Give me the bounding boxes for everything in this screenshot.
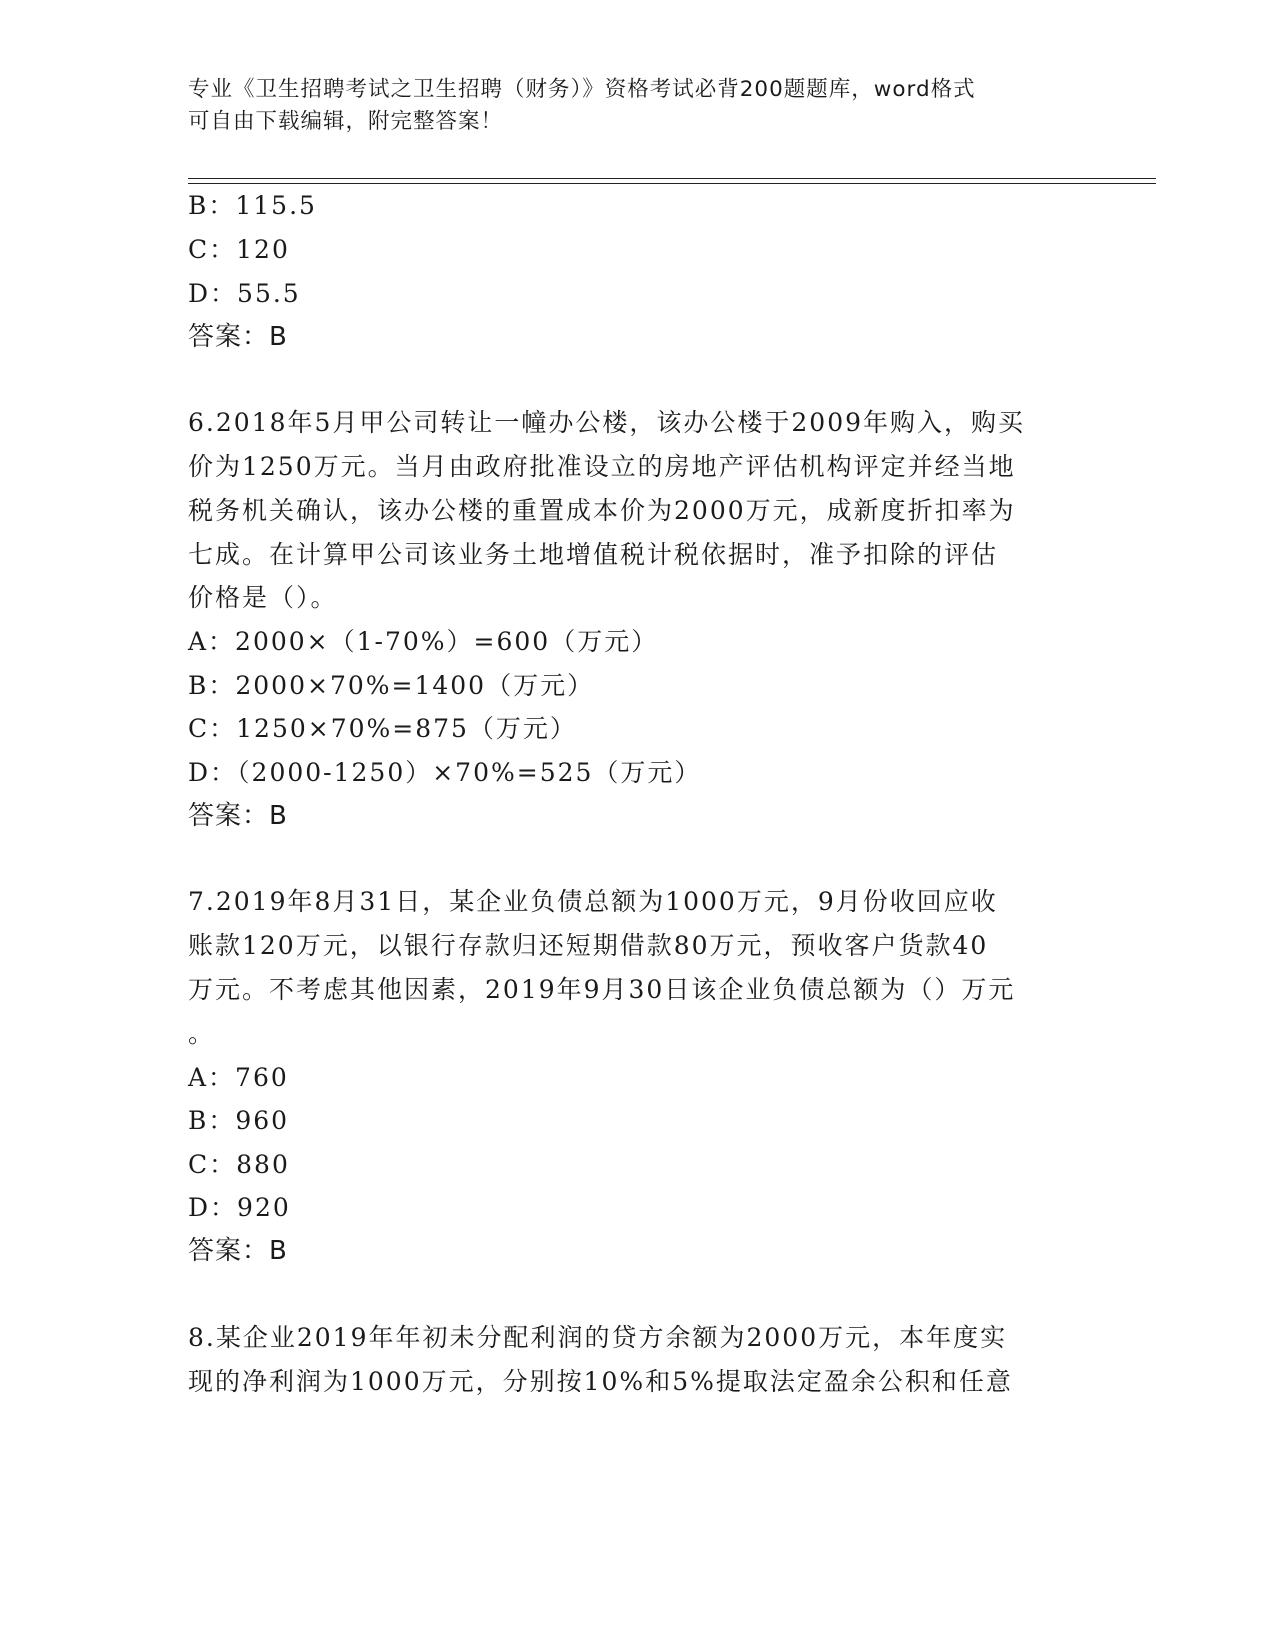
q6-stem-line-4: 七成。在计算甲公司该业务土地增值税计税依据时，准予扣除的评估	[188, 540, 999, 569]
q7-option-d: D：920	[188, 1193, 291, 1222]
q6-stem-line-1: 6.2018年5月甲公司转让一幢办公楼，该办公楼于2009年购入，购买	[188, 408, 1026, 437]
q7-option-b: B：960	[188, 1106, 290, 1135]
header-divider-top	[188, 178, 1156, 179]
q6-stem-line-3: 税务机关确认，该办公楼的重置成本价为2000万元，成新度折扣率为	[188, 496, 1016, 525]
q6-stem-line-2: 价为1250万元。当月由政府批准设立的房地产评估机构评定并经当地	[188, 452, 1016, 481]
header-line-2: 可自由下载编辑，附完整答案！	[188, 109, 504, 134]
q7-stem-line-1: 7.2019年8月31日，某企业负债总额为1000万元，9月份收回应收	[188, 887, 998, 916]
q6-stem-line-5: 价格是（）。	[188, 583, 338, 612]
q5-option-c: C：120	[188, 235, 290, 264]
q7-option-c: C：880	[188, 1150, 290, 1179]
q7-stem-line-4: 。	[188, 1019, 216, 1048]
q7-stem-line-2: 账款120万元，以银行存款归还短期借款80万元，预收客户货款40	[188, 931, 989, 960]
document-header	[188, 74, 1088, 138]
q8-stem-line-2: 现的净利润为1000万元，分别按10%和5%提取法定盈余公积和任意	[188, 1367, 1013, 1396]
q7-answer: 答案：B	[188, 1236, 288, 1266]
q6-option-a: A：2000×（1-70%）=600（万元）	[188, 627, 659, 656]
q6-option-b: B：2000×70%=1400（万元）	[188, 671, 595, 700]
q6-option-d: D：（2000-1250）×70%=525（万元）	[188, 758, 702, 787]
header-line-1: 专业《卫生招聘考试之卫生招聘（财务）》资格考试必背200题题库，word格式	[188, 77, 976, 102]
q5-answer: 答案：B	[188, 322, 288, 352]
q7-stem-line-3: 万元。不考虑其他因素，2019年9月30日该企业负债总额为（）万元	[188, 975, 1016, 1004]
q6-answer: 答案：B	[188, 801, 288, 831]
q7-option-a: A：760	[188, 1063, 289, 1092]
q5-option-d: D：55.5	[188, 279, 301, 308]
q8-stem-line-1: 8.某企业2019年年初未分配利润的贷方余额为2000万元，本年度实	[188, 1323, 1008, 1352]
q6-option-c: C：1250×70%=875（万元）	[188, 714, 577, 743]
header-divider-bottom	[188, 183, 1156, 184]
q5-option-b: B：115.5	[188, 191, 317, 220]
